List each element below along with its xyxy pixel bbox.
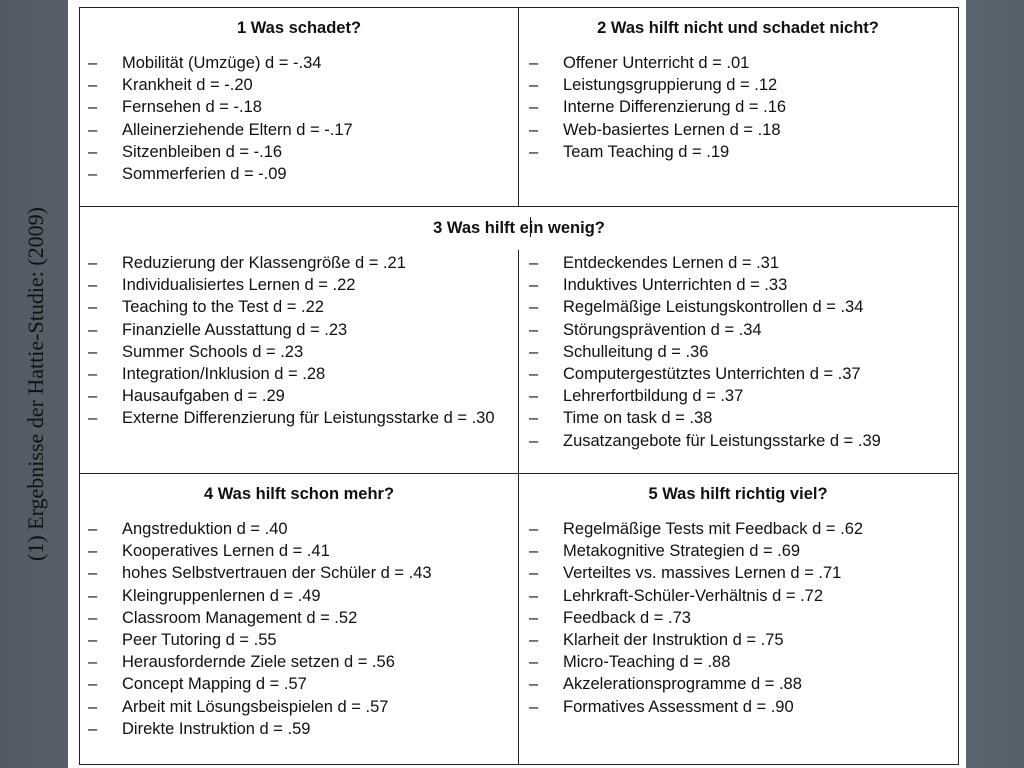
list-item: – Alleinerziehende Eltern d = -.17 <box>88 119 353 141</box>
list-item: – Regelmäßige Tests mit Feedback d = .62 <box>529 518 863 540</box>
list-item: – Interne Differenzierung d = .16 <box>529 96 786 118</box>
list-item: – Individualisiertes Lernen d = .22 <box>88 274 513 296</box>
section-3-left-list <box>88 252 513 430</box>
slide-side-title: (1) Ergebnisse der Hattie-Studie: (2009) <box>23 207 48 561</box>
list-item: – Entdeckendes Lernen d = .31 <box>529 252 881 274</box>
list-item: – Lehrerfortbildung d = .37 <box>529 385 881 407</box>
list-item: – Externe Differenzierung für Leistungsstarke d = .30 <box>88 407 513 429</box>
list-item: – Reduzierung der Klassengröße d = .21 <box>88 252 513 274</box>
section-1-title: 1 Was schadet? <box>236 19 362 37</box>
list-item: – Kooperatives Lernen d = .41 <box>88 540 432 562</box>
list-item: – Teaching to the Test d = .22 <box>88 296 513 318</box>
list-item: – hohes Selbstvertrauen der Schüler d = .43 <box>88 562 432 584</box>
list-item: – Offener Unterricht d = .01 <box>529 52 786 74</box>
text-cursor <box>530 217 531 237</box>
list-item: – Classroom Management d = .52 <box>88 607 432 629</box>
list-item: – Metakognitive Strategien d = .69 <box>529 540 863 562</box>
list-item: – Mobilität (Umzüge) d = -.34 <box>88 52 353 74</box>
list-item: – Herausfordernde Ziele setzen d = .56 <box>88 651 432 673</box>
list-item: – Computergestütztes Unterrichten d = .37 <box>529 363 881 385</box>
list-item: – Störungsprävention d = .34 <box>529 319 881 341</box>
list-item: – Web-basiertes Lernen d = .18 <box>529 119 786 141</box>
list-item: – Fernsehen d = -.18 <box>88 96 353 118</box>
section-4-list <box>88 518 432 740</box>
list-item: – Sommerferien d = -.09 <box>88 163 353 185</box>
list-item: – Finanzielle Ausstattung d = .23 <box>88 319 513 341</box>
list-item: – Micro-Teaching d = .88 <box>529 651 863 673</box>
list-item: – Concept Mapping d = .57 <box>88 673 432 695</box>
list-item: – Integration/Inklusion d = .28 <box>88 363 513 385</box>
list-item: – Klarheit der Instruktion d = .75 <box>529 629 863 651</box>
list-item: – Kleingruppenlernen d = .49 <box>88 585 432 607</box>
section-5-list <box>529 518 863 718</box>
list-item: – Akzelerationsprogramme d = .88 <box>529 673 863 695</box>
section-1-list <box>88 52 353 185</box>
row-divider <box>80 473 958 474</box>
section-2-title: 2 Was hilft nicht und schadet nicht? <box>597 19 879 37</box>
row-divider <box>80 206 958 207</box>
list-item: – Krankheit d = -.20 <box>88 74 353 96</box>
section-3-title: 3 Was hilft ein wenig? <box>433 219 605 237</box>
results-table <box>79 7 959 765</box>
section-4-title: 4 Was hilft schon mehr? <box>203 485 395 503</box>
list-item: – Zusatzangebote für Leistungsstarke d = .39 <box>529 430 881 452</box>
list-item: – Sitzenbleiben d = -.16 <box>88 141 353 163</box>
list-item: – Leistungsgruppierung d = .12 <box>529 74 786 96</box>
section-3-right-list <box>529 252 881 452</box>
section-5-title: 5 Was hilft richtig viel? <box>648 485 828 503</box>
list-item: – Direkte Instruktion d = .59 <box>88 718 432 740</box>
list-item: – Verteiltes vs. massives Lernen d = .71 <box>529 562 863 584</box>
list-item: – Lehrkraft-Schüler-Verhältnis d = .72 <box>529 585 863 607</box>
list-item: – Induktives Unterrichten d = .33 <box>529 274 881 296</box>
list-item: – Angstreduktion d = .40 <box>88 518 432 540</box>
list-item: – Arbeit mit Lösungsbeispielen d = .57 <box>88 696 432 718</box>
section-2-list <box>529 52 786 163</box>
list-item: – Schulleitung d = .36 <box>529 341 881 363</box>
list-item: – Formatives Assessment d = .90 <box>529 696 863 718</box>
list-item: – Peer Tutoring d = .55 <box>88 629 432 651</box>
column-divider <box>518 250 519 765</box>
list-item: – Summer Schools d = .23 <box>88 341 513 363</box>
list-item: – Time on task d = .38 <box>529 407 881 429</box>
list-item: – Feedback d = .73 <box>529 607 863 629</box>
list-item: – Regelmäßige Leistungskontrollen d = .34 <box>529 296 881 318</box>
list-item: – Team Teaching d = .19 <box>529 141 786 163</box>
list-item: – Hausaufgaben d = .29 <box>88 385 513 407</box>
